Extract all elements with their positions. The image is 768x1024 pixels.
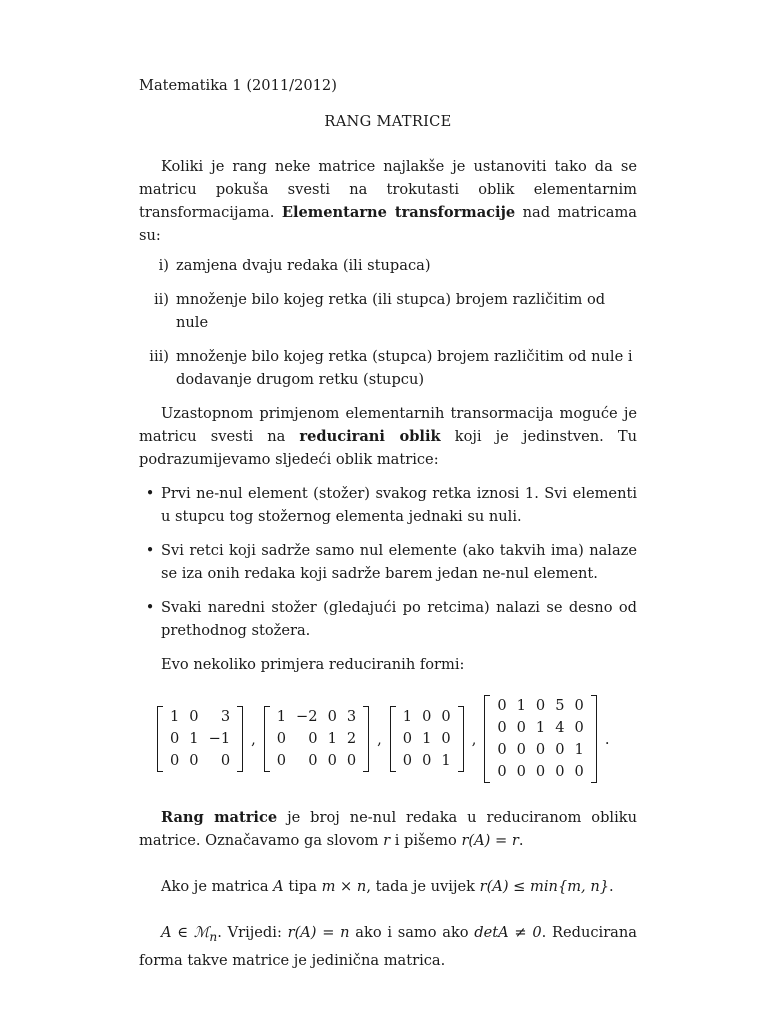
conditions-list [139,482,637,642]
matrix-entry: −2 [296,708,318,725]
matrix-entry: 1 [276,708,287,725]
matrix-end: . [604,730,610,748]
list-item: ii) množenje bilo kojeg retka (ili stupca) brojem različitim od nule [153,291,606,331]
matrix-entry: 0 [402,730,413,747]
bold-term: reducirani oblik [299,428,441,445]
operations-list [139,254,637,391]
reduced-form-paragraph: Uzastopnom primjenom elementarnih transormacija moguće je matricu svesti na reducirani oblik koji je jedinstven. Tu podrazumijevamo sljedeći oblik matrice: [139,405,637,468]
matrix-entry: 0 [516,763,526,780]
matrix-entry: 2 [346,730,357,747]
square-matrix-statement: A ∈ ℳ$_n$. Vrijedi: r(A) = n ako i samo ako detA ≠ 0. Reducirana forma takve matrice je jedinična matrica. [139,924,637,969]
matrix-entry: 4 [555,719,565,736]
matrix-entry: 0 [308,752,318,769]
matrix-entry: 0 [220,752,231,769]
matrix-entry: 0 [170,730,180,747]
matrix [157,706,243,772]
matrix [264,706,369,772]
matrix-entry: 1 [574,741,584,758]
matrix-entry: 0 [402,752,413,769]
matrix-entry: 1 [516,697,526,714]
matrix-entry: 0 [497,697,507,714]
matrix-entry: 0 [346,752,357,769]
matrix-entry: 0 [308,730,318,747]
example-matrices [157,690,637,788]
page-title: RANG MATRICE [324,113,452,130]
matrix-separator: , [377,730,382,748]
rank-bound: Ako je matrica A tipa m × n, tada je uvijek r(A) ≤ min{m, n}. [161,878,614,895]
matrix-entry: 0 [189,708,199,725]
matrix-entry: 0 [535,741,546,758]
bullet-icon: • [145,485,155,502]
matrix-entry: 0 [189,752,199,769]
matrix-entry: 0 [441,730,451,747]
intro-paragraph: Koliki je rang neke matrice najlakše je ustanoviti tako da se matricu pokuša svesti na trokutasti oblik elementarnim transformacijama. Elementarne transformacije nad matricama su: [139,158,637,244]
matrix-entry: 0 [422,708,432,725]
list-item: • Prvi ne-nul element (stožer) svakog retka iznosi 1. Svi elementi u stupcu tog stožernog elementa jednaki su nuli. [139,482,637,528]
matrix-entry: 1 [441,752,451,769]
matrix-entry: 0 [535,763,546,780]
matrix-entry: 0 [422,752,432,769]
matrix-entry: 0 [555,741,565,758]
bold-term: Elementarne transformacije [281,204,516,221]
matrix-entry: 0 [276,752,287,769]
bullet-icon: • [145,542,155,559]
matrix-entry: 0 [535,697,546,714]
matrix [484,695,596,783]
examples-intro: Evo nekoliko primjera reduciranih formi: [161,656,465,673]
matrix-entry: 1 [189,730,199,747]
matrix-entry: 1 [327,730,337,747]
matrix-entry: −1 [208,730,231,747]
matrix-entry: 3 [346,708,357,725]
matrix-entry: 0 [276,730,287,747]
document-page [139,74,637,972]
matrix-entry: 1 [422,730,432,747]
matrix-entry: 0 [441,708,451,725]
matrix-separator: , [251,730,256,748]
matrix-entry: 0 [516,719,526,736]
rank-definition: Rang matrice je broj ne-nul redaka u reduciranom obliku matrice. Označavamo ga slovom r i pišemo r(A) = r. [139,809,637,849]
matrix-entry: 0 [574,719,584,736]
matrix-entry: 0 [497,719,507,736]
bullet-icon: • [145,599,155,616]
matrix-entry: 3 [220,708,231,725]
matrix-entry: 0 [327,708,337,725]
list-item: • Svi retci koji sadrže samo nul elemente (ako takvih ima) nalaze se iza onih redaka koji sadrže barem jedan ne-nul element. [139,539,637,585]
bold-term: Rang matrice [161,809,278,826]
matrix-entry: 0 [497,741,507,758]
matrix-entry: 0 [170,752,180,769]
matrix-entry: 0 [516,741,526,758]
matrix-separator: , [471,730,477,748]
matrix-entry: 0 [574,697,584,714]
list-item: i) zamjena dvaju redaka (ili stupaca) [158,257,431,274]
matrix [390,706,464,772]
matrix-entry: 1 [170,708,180,725]
matrix-entry: 0 [555,763,565,780]
matrix-entry: 5 [555,697,565,714]
matrix-entry: 0 [327,752,337,769]
matrix-entry: 1 [402,708,413,725]
matrix-entry: 1 [535,719,546,736]
matrix-entry: 0 [574,763,584,780]
list-item: • Svaki naredni stožer (gledajući po retcima) nalazi se desno od prethodnog stožera. [139,596,637,642]
course-header: Matematika 1 (2011/2012) [139,77,337,94]
matrix-entry: 0 [497,763,507,780]
list-item: iii) množenje bilo kojeg retka (stupca) brojem različitim od nule i dodavanje drugom retku (stupcu) [149,348,633,388]
